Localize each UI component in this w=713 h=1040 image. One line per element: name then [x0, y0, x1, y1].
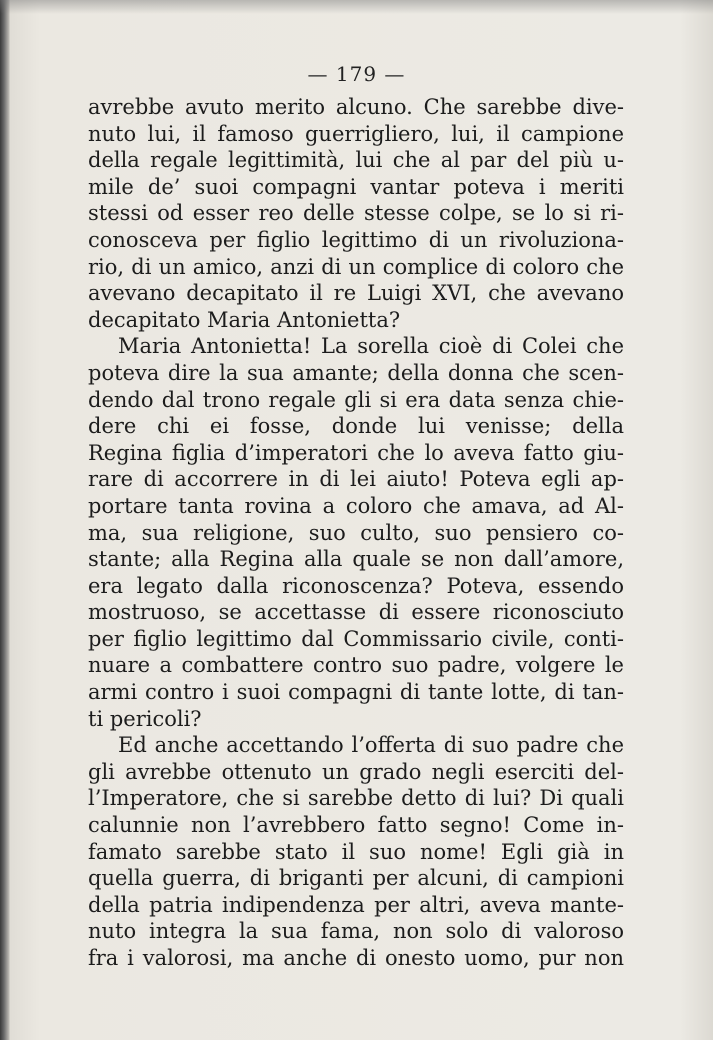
text-line: gli avrebbe ottenuto un grado negli eserciti del- — [88, 759, 624, 784]
text-line: portare tanta rovina a coloro che amava, ad Al- — [88, 493, 624, 518]
text-line: rare di accorrere in di lei aiuto! Poteva egli ap- — [88, 467, 624, 492]
text-line: conosceva per figlio legittimo di un rivoluziona- — [88, 227, 624, 252]
text-line: ma, sua religione, suo culto, suo pensiero co- — [88, 520, 624, 545]
text-line: avevano decapitato il re Luigi XVI, che avevano — [88, 281, 624, 306]
body-text — [88, 94, 624, 972]
text-line: ti pericoli? — [88, 706, 202, 731]
text-line: avrebbe avuto merito alcuno. Che sarebbe dive- — [88, 95, 624, 119]
text-line: rio, di un amico, anzi di un complice di coloro che — [88, 254, 624, 279]
text-line: mile de’ suoi compagni vantar poteva i meriti — [88, 174, 624, 199]
text-line: decapitato Maria Antonietta? — [88, 307, 401, 332]
text-line: famato sarebbe stato il suo nome! Egli già in — [88, 839, 624, 864]
top-edge-shadow — [0, 0, 713, 14]
text-line: quella guerra, di briganti per alcuni, di campioni — [88, 866, 624, 891]
text-line: della patria indipendenza per altri, aveva mante- — [88, 892, 624, 917]
text-line: calunnie non l’avrebbero fatto segno! Come in- — [88, 813, 624, 838]
text-line: poteva dire la sua amante; della donna che scen- — [88, 360, 624, 385]
text-line: fra i valorosi, ma anche di onesto uomo, pur non — [88, 946, 624, 970]
text-line: dendo dal trono regale gli si era data senza chie- — [88, 387, 624, 412]
text-line: dere chi ei fosse, donde lui venisse; della — [88, 414, 624, 439]
text-line: per figlio legittimo dal Commissario civile, conti- — [88, 626, 624, 651]
text-line: nuto integra la sua fama, non solo di valoroso — [88, 919, 624, 944]
text-line: della regale legittimità, lui che al par del più u- — [88, 148, 624, 173]
text-line: Ed anche accettando l’offerta di suo padre che — [118, 733, 624, 758]
spine-shadow — [0, 0, 10, 1040]
text-line: Maria Antonietta! La sorella cioè di Colei che — [118, 334, 624, 359]
page-number: — 179 — — [307, 62, 406, 86]
text-line: nuare a combattere contro suo padre, volgere le — [88, 653, 624, 678]
text-line: stante; alla Regina alla quale se non dall’amore, — [88, 547, 624, 572]
text-line: mostruoso, se accettasse di essere riconosciuto — [88, 600, 624, 625]
text-line: Regina figlia d’imperatori che lo aveva fatto giu- — [88, 440, 624, 465]
text-line: armi contro i suoi compagni di tante lotte, di tan- — [88, 680, 624, 705]
text-line: stessi od esser reo delle stesse colpe, se lo si ri- — [88, 201, 624, 226]
text-line: era legato dalla riconoscenza? Poteva, essendo — [88, 573, 624, 598]
text-line: l’Imperatore, che si sarebbe detto di lui? Di quali — [88, 786, 624, 811]
text-line: nuto lui, il famoso guerrigliero, lui, il campione — [88, 121, 624, 146]
